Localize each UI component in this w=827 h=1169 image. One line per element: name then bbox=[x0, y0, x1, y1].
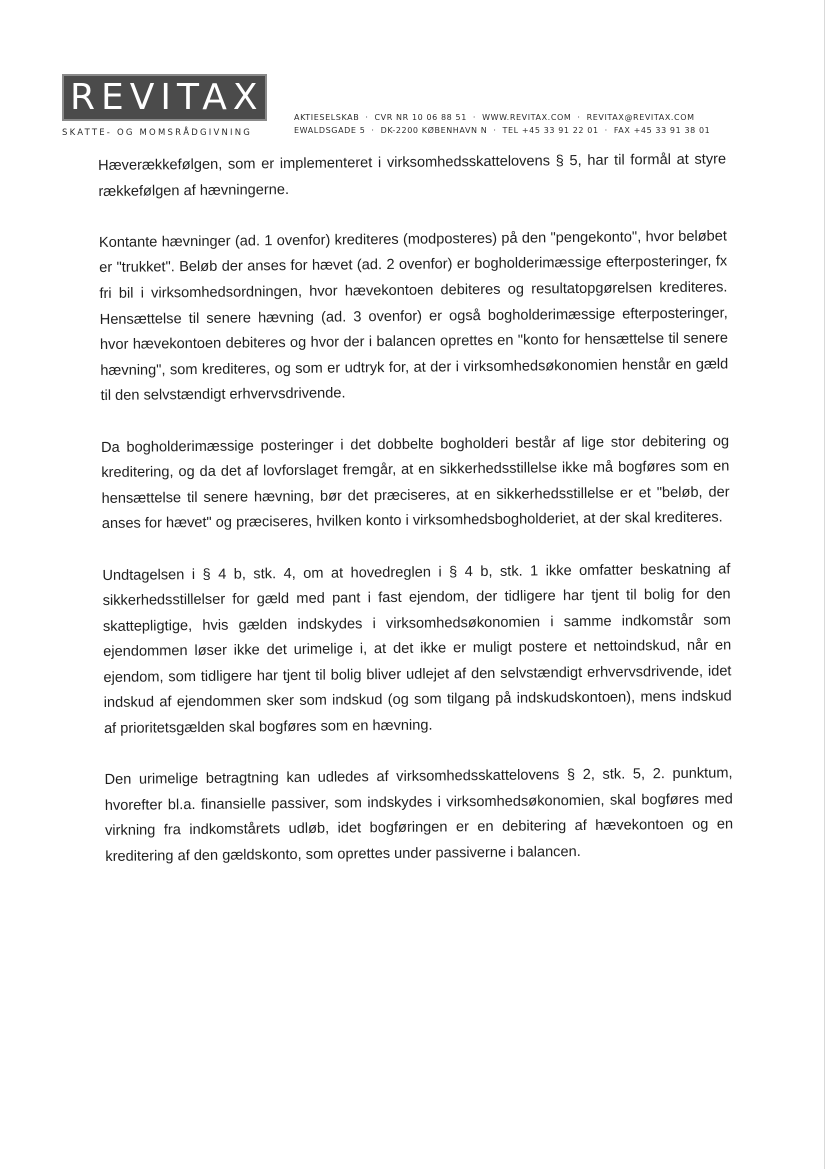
street-address: EWALDSGADE 5 bbox=[294, 126, 366, 135]
body-paragraph: Hæverækkefølgen, som er implementeret i virksomhedsskattelovens § 5, har til formål at styre rækkefølgen af hævningerne. bbox=[98, 151, 727, 200]
logo-tagline: SKATTE- OG MOMSRÅDGIVNING bbox=[62, 128, 253, 138]
company-type: AKTIESELSKAB bbox=[294, 113, 360, 122]
email: REVITAX@REVITAX.COM bbox=[586, 113, 695, 122]
cvr-number: CVR NR 10 06 88 51 bbox=[374, 113, 467, 122]
page-edge bbox=[824, 0, 825, 1169]
letter-body bbox=[98, 147, 734, 896]
logo-text: REVITAX bbox=[70, 77, 264, 118]
separator: · bbox=[493, 126, 497, 135]
separator: · bbox=[604, 126, 608, 135]
company-info-line-1 bbox=[294, 113, 695, 122]
body-paragraph: Den urimelige betragtning kan udledes af virksomhedsskattelovens § 2, stk. 5, 2. punktum, hvorefter bl.a. finansielle passiver, som indskydes i virksomhedsøkonomien, skal bogføres med virkning fra indkomstårets udløb, idet bogføringen er en debitering af hævekontoen og en kreditering af den gældskonto, som oprettes under passiverne i balancen. bbox=[104, 765, 734, 865]
company-info-line-2 bbox=[294, 126, 710, 135]
postal-city: DK-2200 KØBENHAVN N bbox=[380, 126, 488, 135]
separator: · bbox=[472, 113, 477, 122]
website: WWW.REVITAX.COM bbox=[482, 113, 572, 122]
separator: · bbox=[577, 113, 581, 122]
company-logo bbox=[62, 74, 267, 121]
body-paragraph: Undtagelsen i § 4 b, stk. 4, om at hovedreglen i § 4 b, stk. 1 ikke omfatter beskatning af sikkerhedsstillelser for gæld med pant i fast ejendom, der tidligere har tjent til bolig for den skattepligtige, hvis gælden indskydes i virksomhedsøkonomien i samme indkomstår som ejendommen løser ikke det urimelige i, at det ikke er muligt postere et nettoindskud, når en ejendom, som tidligere har tjent til bolig bliver udlejet af den selvstændigt erhvervsdrivende, idet indskud af ejendommen sker som indskud (og som tilgang på indskudskontoen), mens indskud af prioritetsgælden skal bogføres som en hævning. bbox=[102, 560, 732, 738]
fax: FAX +45 33 91 38 01 bbox=[613, 126, 711, 135]
body-paragraph: Da bogholderimæssige posteringer i det dobbelte bogholderi består af lige stor debitering og kreditering, og da det af lovforslaget fremgår, at en sikkerhedsstillelse ikke må bogføres som en hensættelse til senere hævning, bør det præciseres, at en sikkerhedsstillelse er et "beløb, der anses for hævet" og præciseres, hvilken konto i virksomhedsbogholderiet, at der skal krediteres. bbox=[100, 432, 730, 533]
separator: · bbox=[365, 113, 369, 122]
body-paragraph: Kontante hævninger (ad. 1 ovenfor) krediteres (modposteres) på den "pengekonto", hvor beløbet er "trukket". Beløb der anses for hævet (ad. 2 ovenfor) er bogholderimæssige efterposteringer, fx fri bil i virksomhedsordningen, hvor hævekontoen debiteres og resultatopgørelsen krediteres. Hensættelse til senere hævning (ad. 3 ovenfor) er også bogholderimæssige efterposteringer, hvor hævekontoen debiteres og hvor der i balancen oprettes en "konto for hensættelse til senere hævning", som krediteres, og som er udtryk for, at der i virksomhedsøkonomien henstår en gæld til den selvstændigt erhvervsdrivende. bbox=[98, 228, 729, 405]
phone: TEL +45 33 91 22 01 bbox=[502, 126, 599, 135]
separator: · bbox=[371, 126, 375, 135]
